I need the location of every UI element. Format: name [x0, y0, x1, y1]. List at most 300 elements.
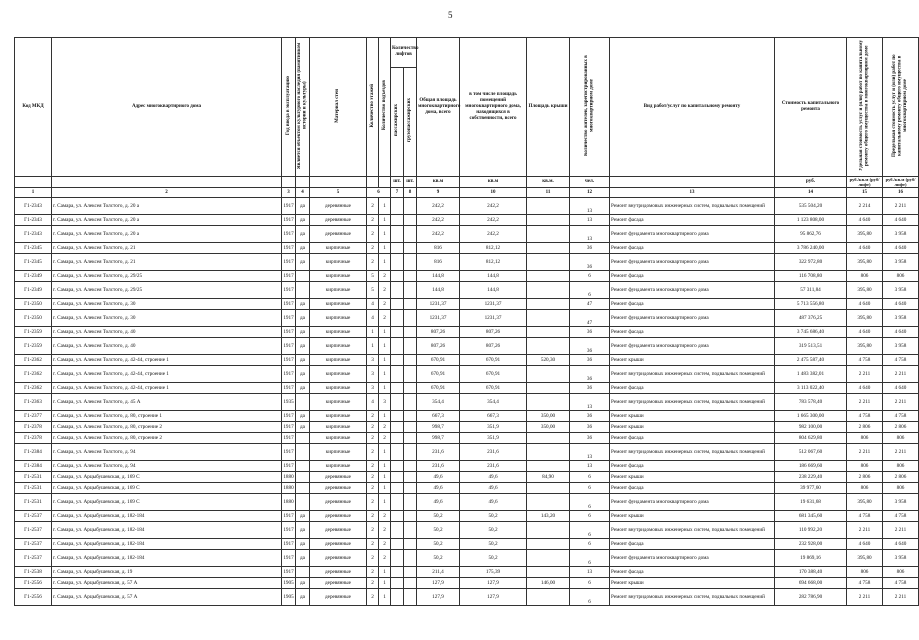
column-number: 3: [282, 188, 296, 198]
cell-year: 1917: [282, 254, 296, 271]
table-row: [15, 422, 919, 433]
cell-lift-p: [391, 366, 404, 383]
cell-address: г. Самара, ул. Алексея Толстого, д. 94: [52, 461, 282, 472]
cell-roof: [527, 550, 570, 567]
cell-address: г. Самара, ул. Алексея Толстого, д. 20 а: [52, 215, 282, 226]
cell-cost: 186 669,60: [775, 461, 847, 472]
cell-roof: [527, 215, 570, 226]
cell-code: Г1-2343: [15, 198, 52, 215]
cell-unit: 4 758: [847, 411, 883, 422]
cell-lift-p: [391, 355, 404, 366]
cell-floors: 2: [367, 511, 379, 522]
cell-year: 1917: [282, 327, 296, 338]
cell-lift-p: [391, 215, 404, 226]
cell-year: 1905: [282, 578, 296, 589]
cell-residents: 47: [570, 299, 610, 310]
cell-unit: 806: [847, 483, 883, 494]
cell-material: кирпичные: [310, 282, 367, 299]
table-row: [15, 433, 919, 444]
cell-address: г. Самара, ул. Алексея Толстого, д. 80, строение 2: [52, 433, 282, 444]
cell-private: 50,2: [460, 539, 527, 550]
cell-work: Ремонт фундамента многоквартирного дома: [610, 254, 775, 271]
cell-max: 3 958: [883, 310, 919, 327]
cell-lift-p: [391, 461, 404, 472]
column-number: 5: [310, 188, 367, 198]
cell-lift-f: [404, 299, 417, 310]
table-row: [15, 327, 919, 338]
cell-cost: 19 869,16: [775, 550, 847, 567]
cell-residents: 6: [570, 472, 610, 483]
cell-residents: 13: [570, 198, 610, 215]
cell-unit: 4 640: [847, 539, 883, 550]
cell-lift-p: [391, 394, 404, 411]
cell-max: 2 211: [883, 394, 919, 411]
cell-floors: 2: [367, 226, 379, 243]
cell-material: кирпичные: [310, 243, 367, 254]
cell-floors: 2: [367, 483, 379, 494]
column-number: 14: [775, 188, 847, 198]
cell-max: 4 640: [883, 327, 919, 338]
cell-max: 4 640: [883, 243, 919, 254]
cell-roof: 143,20: [527, 511, 570, 522]
cell-work: Ремонт фасада: [610, 567, 775, 578]
cell-cultural: [296, 494, 310, 511]
cell-year: 1935: [282, 394, 296, 411]
cell-year: 1917: [282, 282, 296, 299]
header-wall-material: Материал стен: [335, 88, 341, 123]
cell-max: 2 806: [883, 422, 919, 433]
cell-year: 1917: [282, 271, 296, 282]
cell-material: кирпичные: [310, 327, 367, 338]
cell-residents: 13: [570, 226, 610, 243]
cell-cultural: да: [296, 539, 310, 550]
cell-cultural: да: [296, 215, 310, 226]
cell-floors: 3: [367, 366, 379, 383]
cell-lift-p: [391, 254, 404, 271]
table-row: [15, 254, 919, 271]
cell-max: 4 758: [883, 511, 919, 522]
cell-residents: 13: [570, 444, 610, 461]
cell-private: 50,2: [460, 511, 527, 522]
cell-floors: 1: [367, 327, 379, 338]
cell-max: 2 211: [883, 589, 919, 606]
cell-max: 2 211: [883, 522, 919, 539]
cell-lift-p: [391, 383, 404, 394]
cell-roof: [527, 433, 570, 444]
cell-private: 231,6: [460, 444, 527, 461]
cell-code: Г1-2350: [15, 310, 52, 327]
cell-address: г. Самара, ул. Арцыбушевская, д. 182-184: [52, 539, 282, 550]
cell-total: 242,2: [417, 226, 460, 243]
cell-code: Г1-2359: [15, 338, 52, 355]
cell-roof: [527, 254, 570, 271]
cell-code: Г1-2378: [15, 433, 52, 444]
cell-total: 49,6: [417, 483, 460, 494]
cell-floors: 1: [367, 338, 379, 355]
table-row: [15, 383, 919, 394]
cell-material: кирпичные: [310, 433, 367, 444]
cell-max: 3 958: [883, 338, 919, 355]
cell-lift-p: [391, 472, 404, 483]
cell-lift-f: [404, 472, 417, 483]
cell-total: 998,7: [417, 433, 460, 444]
cell-entrances: 1: [379, 226, 391, 243]
cell-unit: 2 214: [847, 198, 883, 215]
cell-entrances: 1: [379, 411, 391, 422]
cell-work: Ремонт фундамента многоквартирного дома: [610, 282, 775, 299]
table-row: [15, 578, 919, 589]
cell-entrances: 1: [379, 338, 391, 355]
cell-roof: [527, 522, 570, 539]
cell-private: 354,4: [460, 394, 527, 411]
cell-entrances: 1: [379, 578, 391, 589]
cell-residents: 13: [570, 215, 610, 226]
cell-material: деревянные: [310, 578, 367, 589]
cell-private: 144,8: [460, 271, 527, 282]
cell-code: Г1-2345: [15, 243, 52, 254]
cell-lift-p: [391, 198, 404, 215]
cell-cost: 487 376,25: [775, 310, 847, 327]
cell-roof: [527, 494, 570, 511]
cell-roof: 146,00: [527, 578, 570, 589]
cell-code: Г1-2362: [15, 366, 52, 383]
cell-cultural: да: [296, 578, 310, 589]
cell-code: Г1-2384: [15, 461, 52, 472]
cell-total: 816: [417, 243, 460, 254]
cell-cultural: да: [296, 327, 310, 338]
cell-entrances: 1: [379, 198, 391, 215]
table-row: [15, 494, 919, 511]
cell-floors: 4: [367, 299, 379, 310]
cell-year: 1917: [282, 461, 296, 472]
cell-total: 807,26: [417, 327, 460, 338]
cell-private: 49,6: [460, 483, 527, 494]
cell-total: 50,2: [417, 522, 460, 539]
cell-cultural: да: [296, 299, 310, 310]
table-row: [15, 472, 919, 483]
cell-unit: 2 211: [847, 589, 883, 606]
cell-lift-f: [404, 444, 417, 461]
table-row: [15, 282, 919, 299]
header-max-cost: Предельная стоимость услуг и (или) работ по капитальному ремонту общего имущества в многоквартирном доме: [892, 54, 909, 157]
cell-max: 806: [883, 271, 919, 282]
cell-entrances: 1: [379, 567, 391, 578]
unit-cost: руб.: [775, 177, 847, 188]
cell-lift-p: [391, 578, 404, 589]
cell-address: г. Самара, ул. Алексея Толстого, д. 42-44, строение 1: [52, 355, 282, 366]
table-row: [15, 461, 919, 472]
cell-roof: [527, 226, 570, 243]
cell-roof: [527, 282, 570, 299]
cell-cost: 1 123 808,00: [775, 215, 847, 226]
cell-work: Ремонт фасада: [610, 461, 775, 472]
cell-lift-f: [404, 366, 417, 383]
cell-roof: [527, 310, 570, 327]
cell-material: деревянные: [310, 215, 367, 226]
cell-entrances: 1: [379, 589, 391, 606]
table-row: [15, 355, 919, 366]
cell-residents: 6: [570, 282, 610, 299]
cell-cultural: да: [296, 511, 310, 522]
cell-residents: 36: [570, 355, 610, 366]
cell-roof: 350,00: [527, 411, 570, 422]
cell-work: Ремонт фасада: [610, 383, 775, 394]
cell-total: 127,9: [417, 589, 460, 606]
table-row: [15, 271, 919, 282]
column-number: 15: [847, 188, 883, 198]
cell-floors: 2: [367, 494, 379, 511]
cell-code: Г1-2349: [15, 282, 52, 299]
cell-code: Г1-2362: [15, 355, 52, 366]
cell-lift-f: [404, 198, 417, 215]
cell-max: 4 758: [883, 355, 919, 366]
column-number: 11: [527, 188, 570, 198]
page-number: 5: [448, 10, 453, 20]
cell-floors: 2: [367, 254, 379, 271]
header-code: Код МКД: [15, 38, 52, 177]
cell-address: г. Самара, ул. Арцыбушевская, д. 169 С: [52, 494, 282, 511]
header-lifts-passenger: пассажирских: [394, 104, 400, 137]
cell-residents: 6: [570, 494, 610, 511]
cell-roof: [527, 327, 570, 338]
cell-year: 1880: [282, 472, 296, 483]
cell-work: Ремонт крыши: [610, 411, 775, 422]
cell-unit: 806: [847, 433, 883, 444]
cell-entrances: 2: [379, 271, 391, 282]
header-entrances: Количество подъездов: [381, 80, 387, 131]
cell-cost: 982 100,00: [775, 422, 847, 433]
cell-address: г. Самара, ул. Алексея Толстого, д. 30: [52, 299, 282, 310]
cell-lift-f: [404, 411, 417, 422]
cell-material: кирпичные: [310, 299, 367, 310]
table-row: [15, 589, 919, 606]
cell-year: 1917: [282, 433, 296, 444]
cell-private: 1231,37: [460, 299, 527, 310]
cell-unit: 395,80: [847, 226, 883, 243]
cell-unit: 395,80: [847, 254, 883, 271]
column-number: 2: [52, 188, 282, 198]
cell-lift-f: [404, 243, 417, 254]
cell-private: 351,9: [460, 422, 527, 433]
cell-year: 1917: [282, 411, 296, 422]
cell-code: Г1-2556: [15, 589, 52, 606]
cell-private: 50,2: [460, 522, 527, 539]
cell-lift-f: [404, 327, 417, 338]
cell-year: 1917: [282, 198, 296, 215]
cell-unit: 806: [847, 271, 883, 282]
cell-floors: 2: [367, 422, 379, 433]
cell-cultural: да: [296, 254, 310, 271]
cell-address: г. Самара, ул. Алексея Толстого, д. 30: [52, 310, 282, 327]
cell-floors: 2: [367, 243, 379, 254]
cell-material: деревянные: [310, 511, 367, 522]
cell-work: Ремонт фундамента многоквартирного дома: [610, 310, 775, 327]
cell-entrances: 1: [379, 215, 391, 226]
cell-floors: 2: [367, 522, 379, 539]
cell-work: Ремонт внутридомовых инженерных систем, подвальных помещений: [610, 198, 775, 215]
cell-year: 1917: [282, 567, 296, 578]
cell-address: г. Самара, ул. Алексея Толстого, д. 80, строение 2: [52, 422, 282, 433]
table-row: [15, 299, 919, 310]
cell-entrances: 2: [379, 522, 391, 539]
cell-entrances: 2: [379, 511, 391, 522]
cell-roof: [527, 383, 570, 394]
cell-material: кирпичные: [310, 411, 367, 422]
table-row: [15, 511, 919, 522]
cell-residents: 13: [570, 394, 610, 411]
cell-code: Г1-2531: [15, 494, 52, 511]
cell-floors: 5: [367, 282, 379, 299]
unit-lifts-passenger: шт.: [391, 177, 404, 188]
cell-cultural: [296, 472, 310, 483]
cell-year: 1917: [282, 522, 296, 539]
cell-cost: 19 631,68: [775, 494, 847, 511]
units-row: [15, 177, 919, 188]
cell-total: 49,6: [417, 494, 460, 511]
cell-max: 4 640: [883, 539, 919, 550]
cell-cost: 170 388,40: [775, 567, 847, 578]
header-year: Год ввода в эксплуатацию: [285, 75, 291, 136]
cell-work: Ремонт фасада: [610, 539, 775, 550]
cell-max: 806: [883, 483, 919, 494]
cell-roof: [527, 539, 570, 550]
cell-entrances: 2: [379, 422, 391, 433]
cell-total: 807,26: [417, 338, 460, 355]
cell-entrances: 1: [379, 254, 391, 271]
cell-unit: 4 758: [847, 578, 883, 589]
cell-unit: 2 211: [847, 366, 883, 383]
cell-roof: 350,00: [527, 422, 570, 433]
cell-floors: 2: [367, 433, 379, 444]
cell-private: 175,39: [460, 567, 527, 578]
cell-year: 1905: [282, 589, 296, 606]
cell-residents: 36: [570, 243, 610, 254]
cell-lift-p: [391, 338, 404, 355]
cell-material: деревянные: [310, 494, 367, 511]
cell-work: Ремонт внутридомовых инженерных систем, подвальных помещений: [610, 522, 775, 539]
cell-code: Г1-2537: [15, 539, 52, 550]
cell-material: кирпичные: [310, 355, 367, 366]
cell-cost: 512 067,60: [775, 444, 847, 461]
cell-cost: 238 229,40: [775, 472, 847, 483]
cell-unit: 4 640: [847, 215, 883, 226]
cell-year: 1917: [282, 355, 296, 366]
cell-residents: 36: [570, 254, 610, 271]
cell-total: 667,3: [417, 411, 460, 422]
cell-residents: 6: [570, 589, 610, 606]
cell-unit: 395,80: [847, 550, 883, 567]
cell-lift-p: [391, 522, 404, 539]
cell-residents: 36: [570, 383, 610, 394]
cell-cost: 783 578,40: [775, 394, 847, 411]
cell-address: г. Самара, ул. Арцыбушевская, д. 182-184: [52, 522, 282, 539]
cell-cost: 322 972,80: [775, 254, 847, 271]
cell-residents: 36: [570, 422, 610, 433]
cell-work: Ремонт фундамента многоквартирного дома: [610, 550, 775, 567]
cell-unit: 2 211: [847, 444, 883, 461]
column-numbers-row: [15, 188, 919, 198]
cell-max: 3 958: [883, 550, 919, 567]
cell-total: 144,8: [417, 282, 460, 299]
cell-cultural: [296, 444, 310, 461]
table-row: [15, 411, 919, 422]
cell-address: г. Самара, ул. Арцыбушевская, д. 182-184: [52, 511, 282, 522]
unit-private-area: кв.м: [460, 177, 527, 188]
cell-cost: 804 629,80: [775, 433, 847, 444]
cell-code: Г1-2363: [15, 394, 52, 411]
cell-address: г. Самара, ул. Алексея Толстого, д. 45 А: [52, 394, 282, 411]
column-number: 16: [883, 188, 919, 198]
cell-max: 3 958: [883, 494, 919, 511]
cell-total: 1231,37: [417, 299, 460, 310]
unit-lifts-freight: шт.: [404, 177, 417, 188]
cell-lift-f: [404, 522, 417, 539]
cell-cost: 319 513,51: [775, 338, 847, 355]
unit-roof-area: кв.м.: [527, 177, 570, 188]
cell-floors: 2: [367, 198, 379, 215]
cell-work: Ремонт фундамента многоквартирного дома: [610, 494, 775, 511]
cell-entrances: 1: [379, 483, 391, 494]
header-total-area: Общая площадь многоквартирного дома, всего: [417, 38, 460, 177]
cell-lift-f: [404, 511, 417, 522]
cell-entrances: 2: [379, 310, 391, 327]
cell-total: 50,2: [417, 550, 460, 567]
header-cultural: Является объектом культурного наследия (памятником истории и культуры): [297, 42, 308, 169]
cell-unit: 395,80: [847, 494, 883, 511]
cell-lift-f: [404, 271, 417, 282]
cell-floors: 4: [367, 310, 379, 327]
cell-entrances: 1: [379, 383, 391, 394]
cell-lift-p: [391, 444, 404, 461]
cell-work: Ремонт крыши: [610, 472, 775, 483]
cell-code: Г1-2343: [15, 215, 52, 226]
cell-year: 1917: [282, 226, 296, 243]
cell-lift-p: [391, 310, 404, 327]
cell-cultural: да: [296, 411, 310, 422]
cell-entrances: 1: [379, 461, 391, 472]
cell-cost: 57 311,84: [775, 282, 847, 299]
cell-unit: 395,80: [847, 310, 883, 327]
cell-cultural: да: [296, 422, 310, 433]
cell-cultural: да: [296, 310, 310, 327]
cell-residents: 6: [570, 539, 610, 550]
unit-residents: чел.: [570, 177, 610, 188]
cell-code: Г1-2384: [15, 444, 52, 461]
cell-work: Ремонт фундамента многоквартирного дома: [610, 338, 775, 355]
cell-cultural: [296, 567, 310, 578]
cell-lift-p: [391, 494, 404, 511]
cell-floors: 3: [367, 383, 379, 394]
cell-year: 1917: [282, 550, 296, 567]
cell-material: кирпичные: [310, 366, 367, 383]
cell-cultural: [296, 394, 310, 411]
cell-cost: 535 504,20: [775, 198, 847, 215]
cell-unit: 806: [847, 567, 883, 578]
cell-year: 1917: [282, 383, 296, 394]
cell-lift-f: [404, 226, 417, 243]
cell-max: 4 758: [883, 411, 919, 422]
cell-unit: 4 640: [847, 383, 883, 394]
cell-cost: 681 345,60: [775, 511, 847, 522]
table-row: [15, 483, 919, 494]
cell-total: 1231,37: [417, 310, 460, 327]
table-header-row: [15, 38, 919, 68]
cell-entrances: 1: [379, 494, 391, 511]
cell-unit: 806: [847, 461, 883, 472]
cell-max: 806: [883, 567, 919, 578]
cell-private: 351,9: [460, 433, 527, 444]
cell-lift-p: [391, 411, 404, 422]
